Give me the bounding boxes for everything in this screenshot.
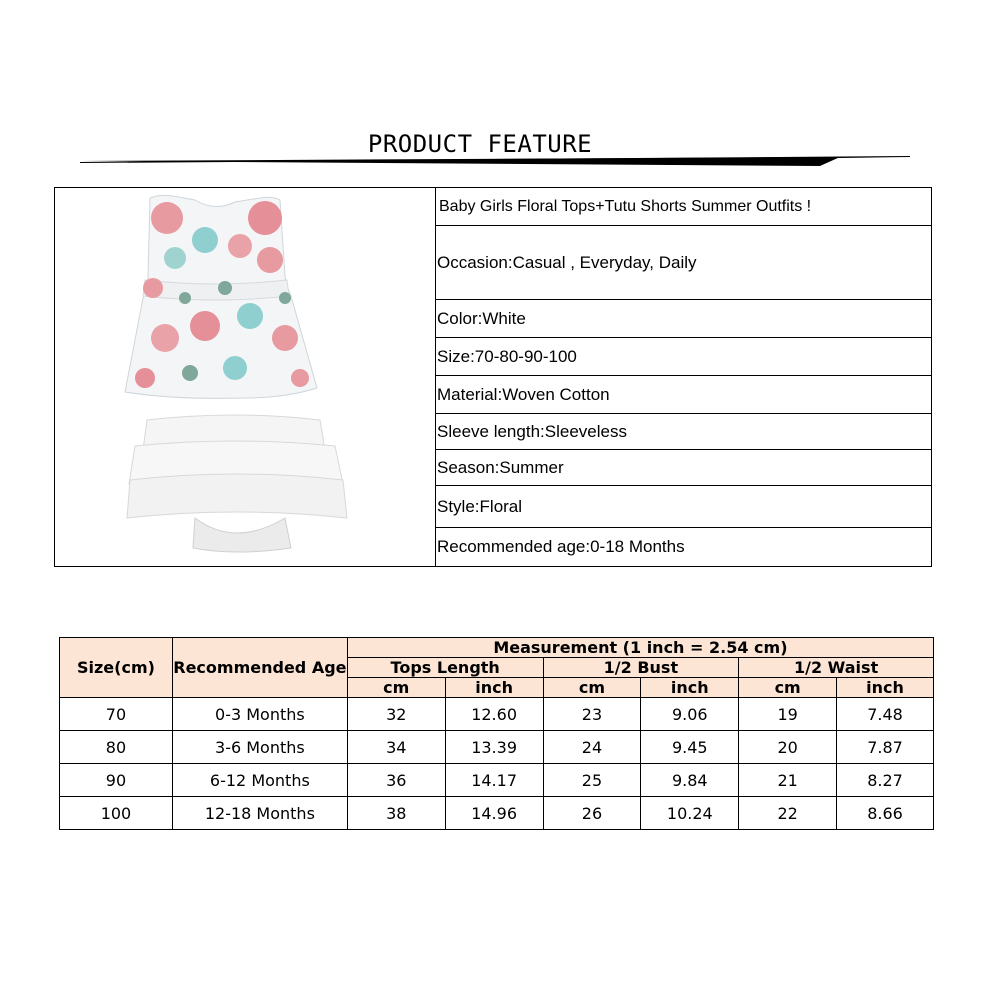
cell-value: 7.48	[837, 698, 934, 731]
header-age: Recommended Age	[172, 638, 347, 698]
feature-size: Size: 70-80-90-100	[435, 338, 931, 376]
cell-value: 26	[543, 797, 641, 830]
floral-outfit-icon	[55, 188, 433, 566]
unit-cell: inch	[445, 678, 543, 698]
unit-cell: cm	[347, 678, 445, 698]
product-feature-box	[54, 187, 932, 567]
table-row	[60, 698, 934, 731]
unit-cell: inch	[641, 678, 739, 698]
cell-value: 22	[739, 797, 837, 830]
feature-rows	[435, 188, 931, 566]
unit-cell: cm	[739, 678, 837, 698]
title-underline-swoosh	[80, 154, 910, 168]
cell-size: 80	[60, 731, 173, 764]
unit-cell: inch	[837, 678, 934, 698]
cell-value: 9.84	[641, 764, 739, 797]
feature-sleeve: Sleeve length: Sleeveless	[435, 414, 931, 450]
cell-value: 8.66	[837, 797, 934, 830]
cell-value: 34	[347, 731, 445, 764]
header-size: Size(cm)	[60, 638, 173, 698]
cell-age: 6-12 Months	[172, 764, 347, 797]
feature-occasion: Occasion: Casual , Everyday, Daily	[435, 226, 931, 300]
cell-value: 9.06	[641, 698, 739, 731]
table-row	[60, 731, 934, 764]
cell-age: 0-3 Months	[172, 698, 347, 731]
cell-value: 14.96	[445, 797, 543, 830]
cell-value: 36	[347, 764, 445, 797]
feature-style: Style: Floral	[435, 486, 931, 528]
cell-value: 7.87	[837, 731, 934, 764]
table-row	[60, 797, 934, 830]
cell-size: 100	[60, 797, 173, 830]
cell-value: 9.45	[641, 731, 739, 764]
table-row	[60, 764, 934, 797]
product-image	[55, 188, 436, 566]
header-waist: 1/2 Waist	[739, 658, 934, 678]
unit-cell: cm	[543, 678, 641, 698]
header-measurement: Measurement (1 inch = 2.54 cm)	[347, 638, 933, 658]
size-chart-table	[59, 637, 934, 830]
cell-value: 24	[543, 731, 641, 764]
cell-value: 13.39	[445, 731, 543, 764]
feature-material: Material: Woven Cotton	[435, 376, 931, 414]
cell-age: 12-18 Months	[172, 797, 347, 830]
cell-value: 14.17	[445, 764, 543, 797]
header-bust: 1/2 Bust	[543, 658, 739, 678]
cell-value: 8.27	[837, 764, 934, 797]
page-title: PRODUCT FEATURE	[367, 130, 593, 158]
cell-value: 12.60	[445, 698, 543, 731]
cell-value: 38	[347, 797, 445, 830]
cell-value: 32	[347, 698, 445, 731]
cell-value: 20	[739, 731, 837, 764]
cell-value: 25	[543, 764, 641, 797]
cell-size: 70	[60, 698, 173, 731]
cell-size: 90	[60, 764, 173, 797]
cell-age: 3-6 Months	[172, 731, 347, 764]
feature-recommended-age: Recommended age: 0-18 Months	[437, 537, 685, 556]
feature-title: Baby Girls Floral Tops+Tutu Shorts Summer Outfits !	[435, 188, 931, 226]
cell-value: 19	[739, 698, 837, 731]
feature-color: Color: White	[435, 300, 931, 338]
cell-value: 23	[543, 698, 641, 731]
feature-season: Season: Summer	[435, 450, 931, 486]
cell-value: 10.24	[641, 797, 739, 830]
cell-value: 21	[739, 764, 837, 797]
header-tops-length: Tops Length	[347, 658, 543, 678]
